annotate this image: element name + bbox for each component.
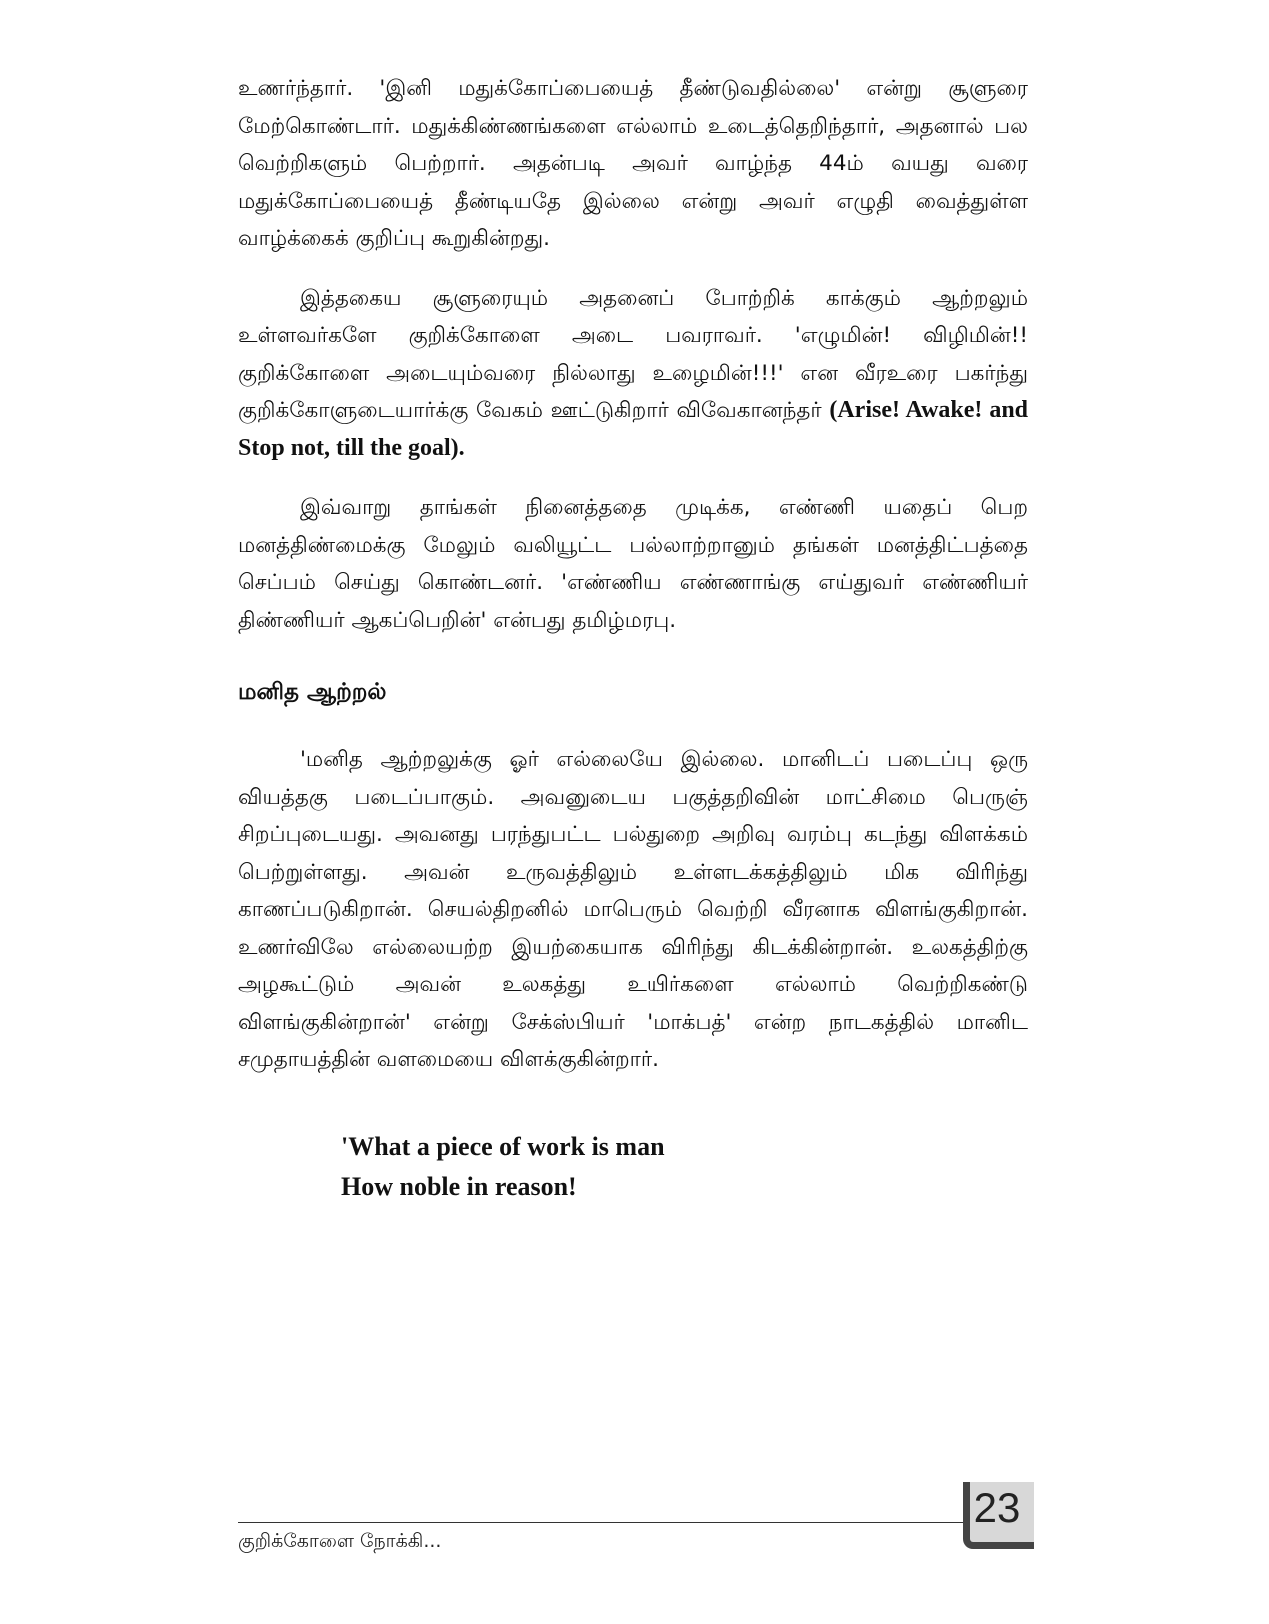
paragraph-2-text: இத்தகைய சூளுரையும் அதனைப் போற்றிக் காக்கும் ஆற்றலும் உள்ளவர்களே குறிக்கோளை அடை பவராவர். 'எழுமின்! விழிமின்!! குறிக்கோளை அடையும்வரை நில்லாது உழைமின்!!!' என வீரஉரை பகர்ந்து குறிக்கோளுடையார்க்கு வேகம் ஊட்டுகிறார் விவேகானந்தர் <box>238 285 1028 423</box>
english-quote-inline: (Arise! Awake! and Stop not, till the goal). <box>238 397 1029 461</box>
page-number: 23 <box>973 1484 1021 1531</box>
section-heading: மனித ஆற்றல் <box>238 679 387 705</box>
paragraph-3: இவ்வாறு தாங்கள் நினைத்ததை முடிக்க, எண்ணி யதைப் பெற மனத்திண்மைக்கு மேலும் வலியூட்ட பல்லாற்றானும் தங்கள் மனத்திட்பத்தை செப்பம் செய்து கொண்டனர். 'எண்ணிய எண்ணாங்கு எய்துவர் எண்ணியர் திண்ணியர் ஆகப்பெறின்' என்பது தமிழ்மரபு. <box>238 495 1028 633</box>
paragraph-2 <box>238 280 1028 468</box>
block-quote <box>341 1127 1028 1207</box>
paragraph-4: 'மனித ஆற்றலுக்கு ஓர் எல்லையே இல்லை. மானிடப் படைப்பு ஒரு வியத்தகு படைப்பாகும். அவனுடைய பகுத்தறிவின் மாட்சிமை பெருஞ் சிறப்புடையது. அவனது பரந்துபட்ட பல்துறை அறிவு வரம்பு கடந்து விளக்கம் பெற்றுள்ளது. அவன் உருவத்திலும் உள்ளடக்கத்திலும் மிக விரிந்து காணப்படுகிறான். செயல்திறனில் மாபெரும் வெற்றி வீரனாக விளங்குகிறான். உணர்விலே எல்லையற்ற இயற்கையாக விரிந்து கிடக்கின்றான். உலகத்திற்கு அழகூட்டும் அவன் உலகத்து உயிர்களை எல்லாம் வெற்றிகண்டு விளங்குகின்றான்' என்று சேக்ஸ்பியர் 'மாக்பத்' என்ற நாடகத்தில் மானிட சமுதாயத்தின் வளமையை விளக்குகின்றார். <box>238 747 1028 1072</box>
paragraph-1: உணர்ந்தார். 'இனி மதுக்கோப்பையைத் தீண்டுவதில்லை' என்று சூளுரை மேற்கொண்டார். மதுக்கிண்ணங்களை எல்லாம் உடைத்தெறிந்தார், அதனால் பல வெற்றிகளும் பெற்றார். அதன்படி அவர் வாழ்ந்த 44ம் வயது வரை மதுக்கோப்பையைத் தீண்டியதே இல்லை என்று அவர் எழுதி வைத்துள்ள வாழ்க்கைக் குறிப்பு கூறுகின்றது. <box>238 76 1028 251</box>
quote-line-2: How noble in reason! <box>341 1171 577 1201</box>
footer-divider <box>238 1522 963 1523</box>
page-content <box>238 70 1028 1207</box>
footer-book-title: குறிக்கோளை நோக்கி... <box>238 1530 442 1552</box>
quote-line-1: 'What a piece of work is man <box>341 1131 665 1161</box>
